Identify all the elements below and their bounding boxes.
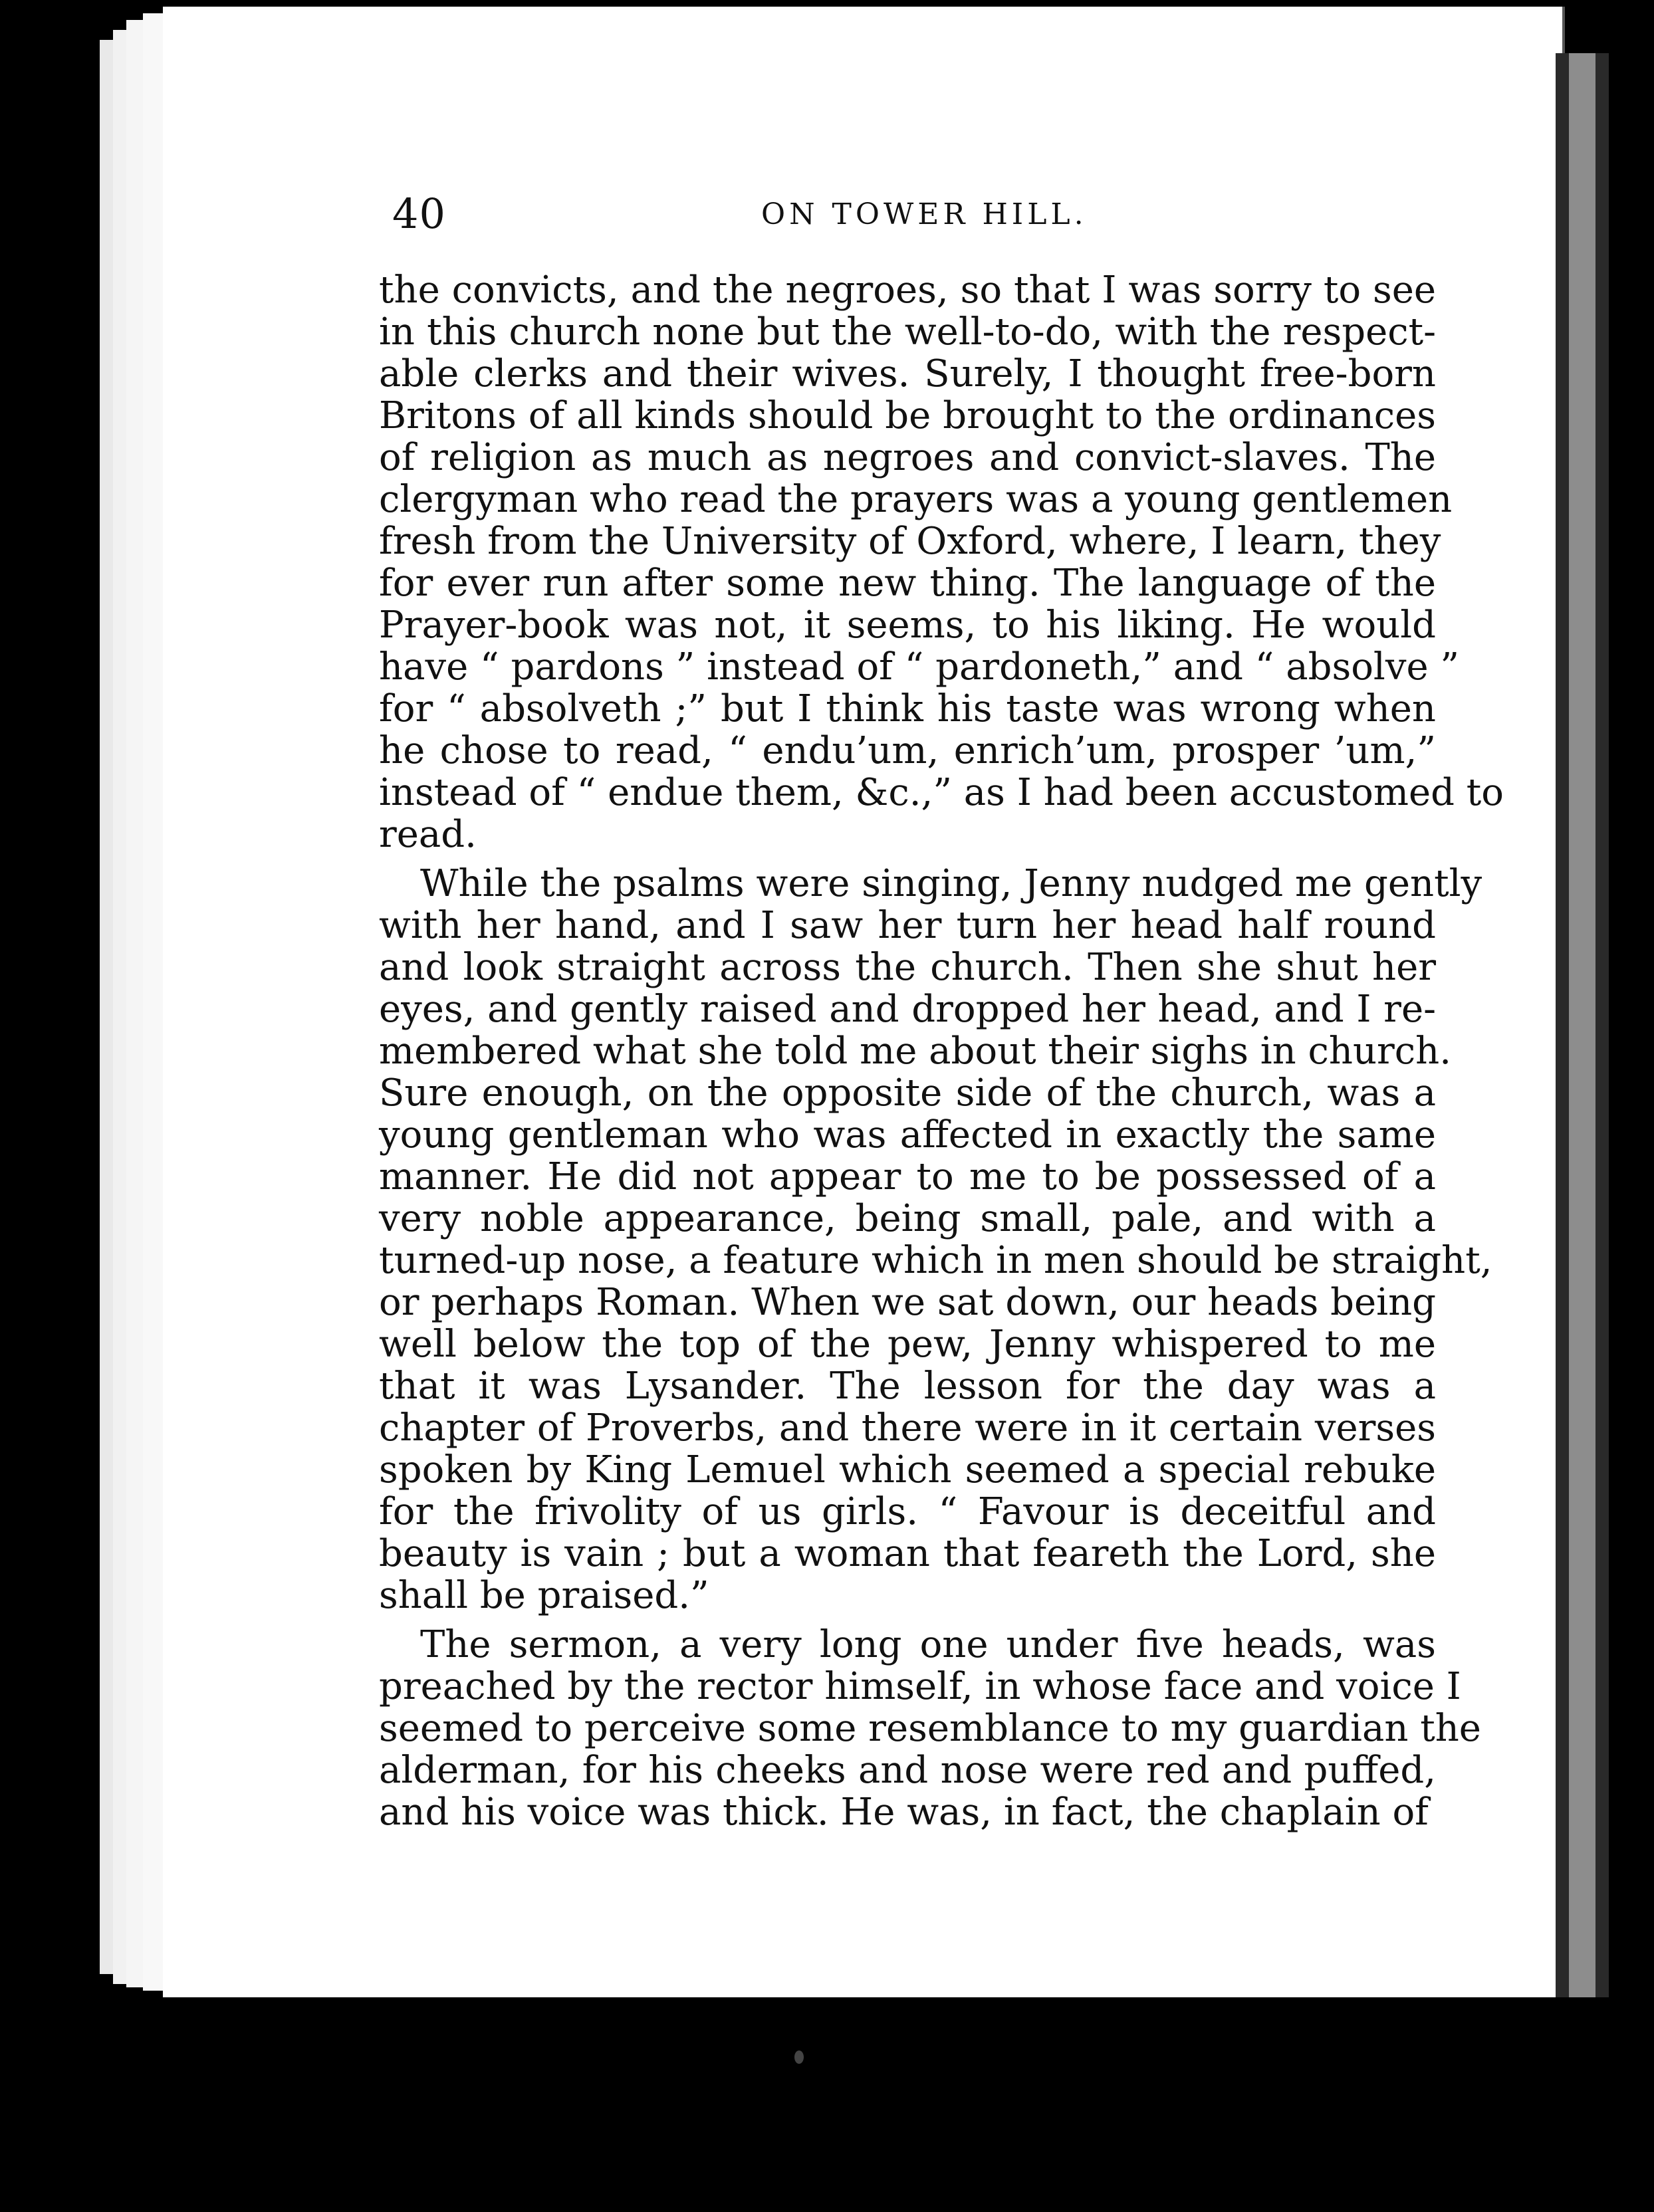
text-line: Britons of all kinds should be brought to the ordinances bbox=[379, 394, 1436, 437]
text-line: eyes, and gently raised and dropped her head, and I re- bbox=[379, 988, 1436, 1031]
text-line: have “ pardons ” instead of “ pardoneth,” and “ absolve ” bbox=[379, 645, 1460, 689]
text-line: able clerks and their wives. Surely, I thought free-born bbox=[379, 352, 1436, 395]
text-line: for the frivolity of us girls. “ Favour is deceitful and bbox=[379, 1490, 1436, 1533]
text-line: he chose to read, “ endu’um, enrich’um, prosper ’um,” bbox=[379, 729, 1436, 772]
text-line: that it was Lysander. The lesson for the day was a bbox=[379, 1365, 1436, 1408]
text-line: and his voice was thick. He was, in fact, the chaplain of bbox=[379, 1791, 1429, 1834]
text-line: beauty is vain ; but a woman that feareth the Lord, she bbox=[379, 1532, 1436, 1575]
text-line: instead of “ endue them, &c.,” as I had been accustomed to bbox=[379, 771, 1504, 814]
text-line: the convicts, and the negroes, so that I was sorry to see bbox=[379, 269, 1436, 312]
text-line: While the psalms were singing, Jenny nudged me gently bbox=[420, 862, 1482, 905]
text-line: membered what she told me about their sighs in church. bbox=[379, 1030, 1452, 1073]
text-line: alderman, for his cheeks and nose were red and puffed, bbox=[379, 1749, 1436, 1792]
text-line: fresh from the University of Oxford, where, I learn, they bbox=[379, 520, 1441, 563]
text-line: chapter of Proverbs, and there were in it certain verses bbox=[379, 1406, 1436, 1450]
text-line: very noble appearance, being small, pale, and with a bbox=[379, 1197, 1436, 1240]
page-header bbox=[392, 189, 1429, 243]
text-line: turned-up nose, a feature which in men should be straight, bbox=[379, 1239, 1492, 1282]
text-line: read. bbox=[379, 813, 477, 856]
page-number: 40 bbox=[392, 189, 446, 238]
text-line: and look straight across the church. Then she shut her bbox=[379, 946, 1436, 989]
paragraph bbox=[379, 862, 1492, 1617]
text-line: in this church none but the well-to-do, with the respect- bbox=[379, 310, 1436, 354]
text-line: for “ absolveth ;” but I think his taste was wrong when bbox=[379, 687, 1436, 730]
text-line: for ever run after some new thing. The language of the bbox=[379, 562, 1436, 605]
text-line: Sure enough, on the opposite side of the church, was a bbox=[379, 1071, 1436, 1115]
paragraph bbox=[379, 1623, 1481, 1834]
body-text bbox=[379, 269, 1504, 1840]
binding-gutter-strip bbox=[1569, 53, 1595, 1997]
text-line: seemed to perceive some resemblance to my guardian the bbox=[379, 1707, 1481, 1750]
text-line: spoken by King Lemuel which seemed a special rebuke bbox=[379, 1448, 1436, 1492]
text-line: well below the top of the pew, Jenny whispered to me bbox=[379, 1323, 1436, 1366]
running-head: ON TOWER HILL. bbox=[761, 197, 1088, 231]
text-line: of religion as much as negroes and convict-slaves. The bbox=[379, 436, 1436, 479]
paragraph bbox=[379, 269, 1504, 856]
text-line: The sermon, a very long one under five heads, was bbox=[420, 1623, 1436, 1666]
text-line: shall be praised.” bbox=[379, 1574, 709, 1617]
text-line: clergyman who read the prayers was a young gentlemen bbox=[379, 478, 1453, 521]
text-line: preached by the rector himself, in whose face and voice I bbox=[379, 1665, 1461, 1708]
text-line: manner. He did not appear to me to be possessed of a bbox=[379, 1155, 1436, 1198]
ink-mark bbox=[794, 2050, 804, 2064]
text-line: or perhaps Roman. When we sat down, our heads being bbox=[379, 1281, 1436, 1324]
text-line: young gentleman who was affected in exactly the same bbox=[379, 1113, 1436, 1157]
text-line: Prayer-book was not, it seems, to his liking. He would bbox=[379, 604, 1436, 647]
text-line: with her hand, and I saw her turn her head half round bbox=[379, 904, 1436, 947]
